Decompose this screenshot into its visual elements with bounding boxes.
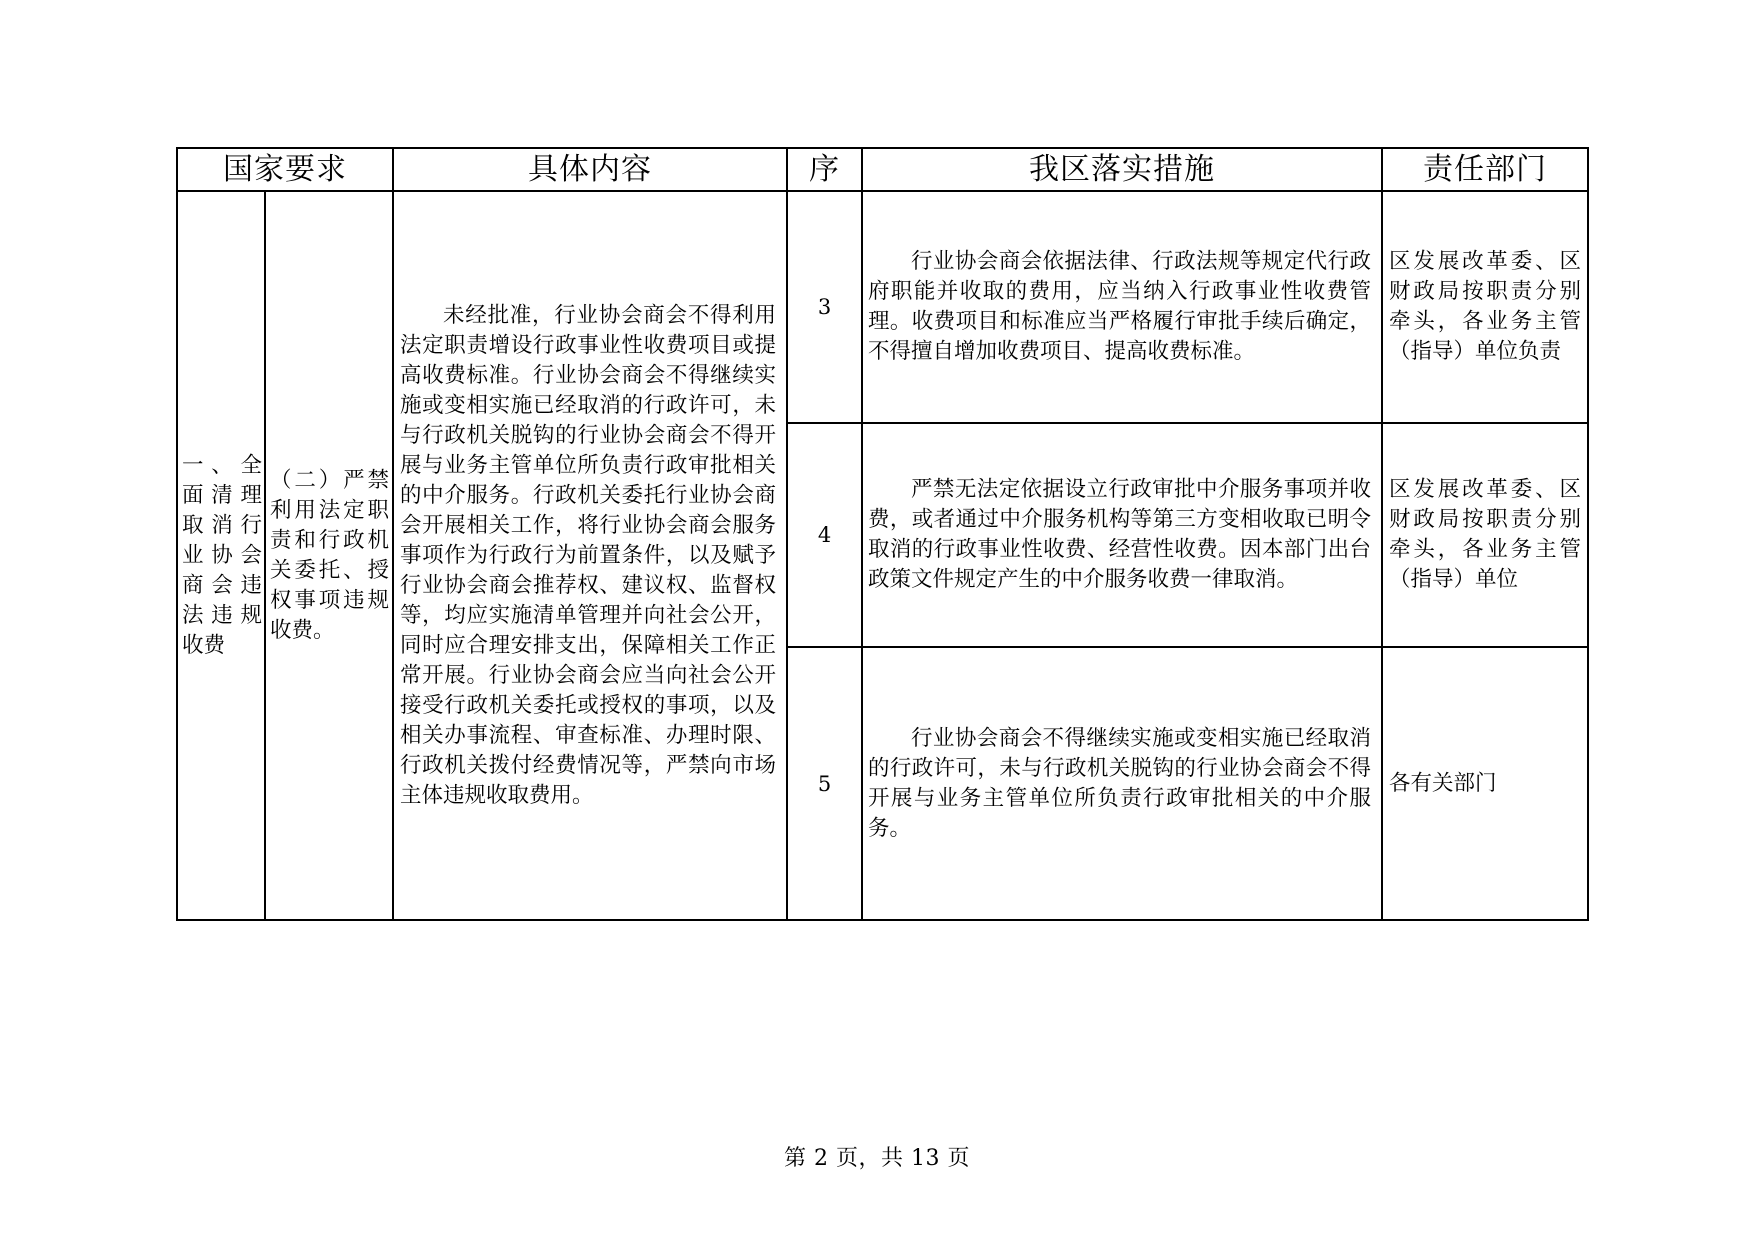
measure-cell — [862, 647, 1382, 920]
department-cell: 区发展改革委、区财政局按职责分别牵头，各业务主管（指导）单位负责 — [1382, 191, 1588, 423]
category-cell: 一、全面清理取消行业协会商会违法违规收费 — [177, 191, 265, 920]
subcategory-cell: （二）严禁利用法定职责和行政机关委托、授权事项违规收费。 — [265, 191, 393, 920]
measure-cell — [862, 191, 1382, 423]
measure-text: 严禁无法定依据设立行政审批中介服务事项并收费，或者通过中介服务机构等第三方变相收取已明令取消的行政事业性收费、经营性收费。因本部门出台政策文件规定产生的中介服务收费一律取消。 — [868, 477, 1371, 592]
sequence-cell: 4 — [787, 423, 862, 647]
header-sequence: 序 — [787, 148, 862, 191]
measure-text: 行业协会商会依据法律、行政法规等规定代行政府职能并收取的费用，应当纳入行政事业性收费管理。收费项目和标准应当严格履行审批手续后确定，不得擅自增加收费项目、提高收费标准。 — [868, 249, 1371, 364]
header-national-requirement: 国家要求 — [177, 148, 393, 191]
header-specific-content: 具体内容 — [393, 148, 787, 191]
table-header-row — [177, 148, 1588, 191]
page-number: 第 2 页，共 13 页 — [784, 1146, 970, 1171]
sequence-cell: 5 — [787, 647, 862, 920]
content-cell — [393, 191, 787, 920]
sequence-cell: 3 — [787, 191, 862, 423]
header-district-measures: 我区落实措施 — [862, 148, 1382, 191]
policy-table — [176, 147, 1589, 921]
content-text: 未经批准，行业协会商会不得利用法定职责增设行政事业性收费项目或提高收费标准。行业协会商会不得继续实施或变相实施已经取消的行政许可，未与行政机关脱钩的行业协会商会不得开展与业务主管单位所负责行政审批相关的中介服务。行政机关委托行业协会商会开展相关工作，将行业协会商会服务事项作为行政行为前置条件，以及赋予行业协会商会推荐权、建议权、监督权等，均应实施清单管理并向社会公开，同时应合理安排支出，保障相关工作正常开展。行业协会商会应当向社会公开接受行政机关委托或授权的事项，以及相关办事流程、审查标准、办理时限、行政机关拨付经费情况等，严禁向市场主体违规收取费用。 — [400, 302, 776, 808]
table-row — [177, 191, 1588, 423]
department-cell: 区发展改革委、区财政局按职责分别牵头，各业务主管（指导）单位 — [1382, 423, 1588, 647]
department-cell: 各有关部门 — [1382, 647, 1588, 920]
measure-text: 行业协会商会不得继续实施或变相实施已经取消的行政许可，未与行政机关脱钩的行业协会商会不得开展与业务主管单位所负责行政审批相关的中介服务。 — [868, 725, 1371, 841]
measure-cell — [862, 423, 1382, 647]
header-responsible-department: 责任部门 — [1382, 148, 1588, 191]
